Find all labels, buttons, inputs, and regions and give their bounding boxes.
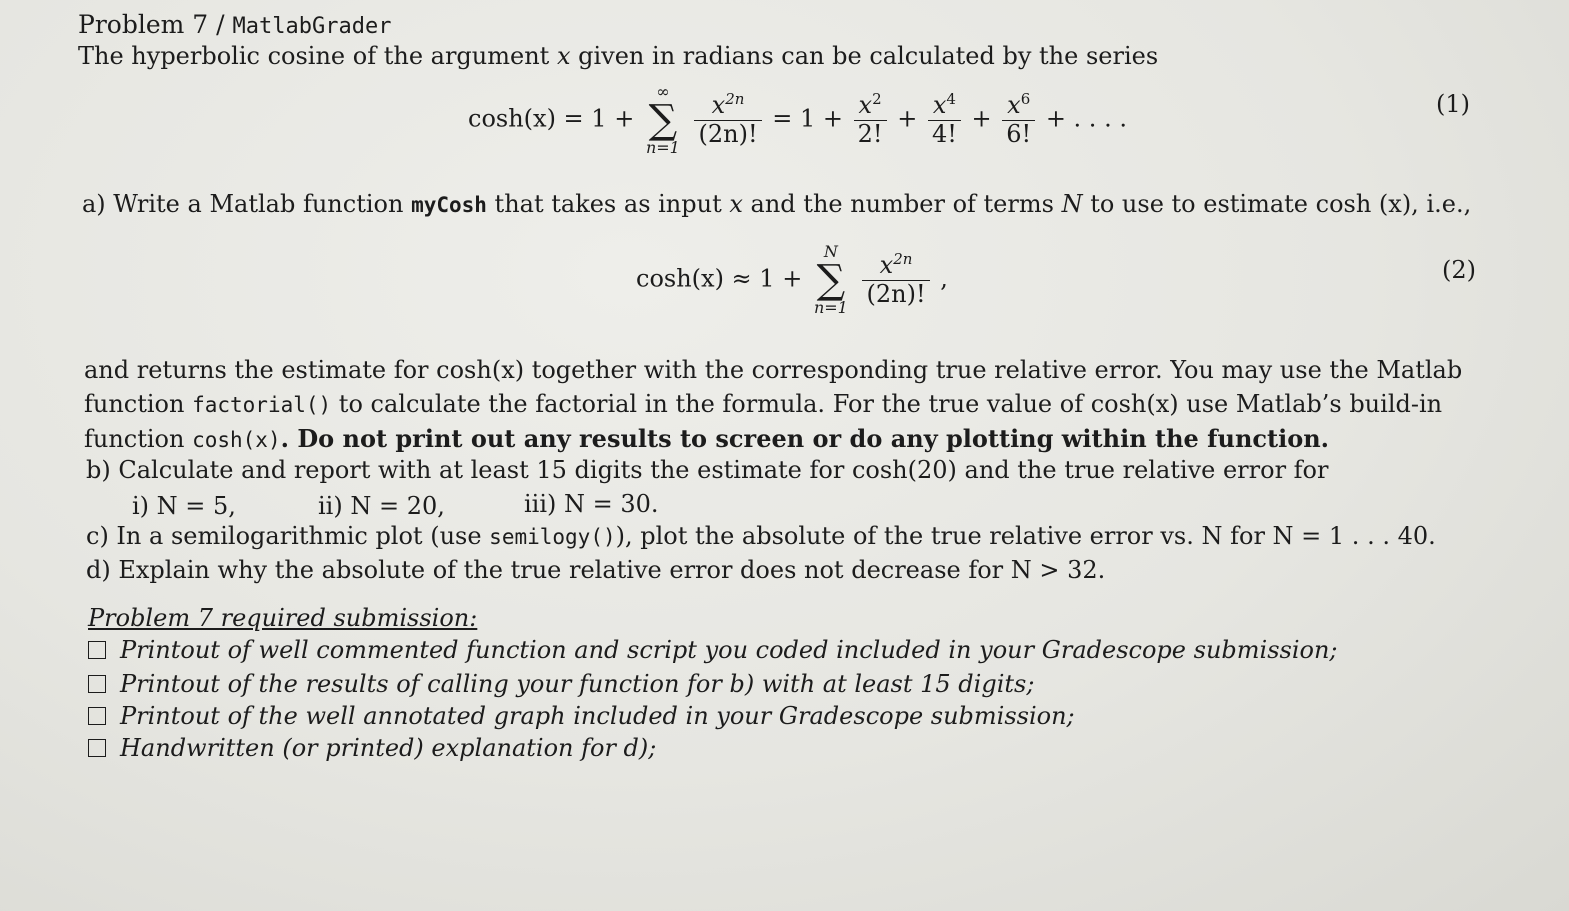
- part-a-text: a) Write a Matlab function myCosh that takes as input x and the number of terms N to use to estimate cosh (x), i.e.,: [82, 190, 1472, 218]
- part-b-case-ii: ii) N = 20,: [318, 492, 445, 520]
- submission-item: Printout of the well annotated graph included in your Gradescope submission;: [88, 702, 1075, 730]
- checkbox[interactable]: [88, 641, 106, 659]
- function-name: myCosh: [411, 193, 487, 217]
- part-b-case-iii: iii) N = 30.: [524, 490, 659, 518]
- submission-heading: Problem 7 required submission:: [88, 604, 478, 632]
- part-c-text: c) In a semilogarithmic plot (use semilogy()), plot the absolute of the true relative error vs. N for N = 1 . . . 40.: [86, 522, 1436, 550]
- checkbox[interactable]: [88, 675, 106, 693]
- description-line-3: function cosh(x). Do not print out any results to screen or do any plotting within the function.: [84, 424, 1330, 453]
- part-b-case-i: i) N = 5,: [132, 492, 236, 520]
- part-d-text: d) Explain why the absolute of the true relative error does not decrease for N > 32.: [86, 556, 1106, 584]
- submission-item: Printout of the results of calling your function for b) with at least 15 digits;: [88, 670, 1034, 698]
- grader-name: MatlabGrader: [232, 14, 392, 39]
- description-line-2: function factorial() to calculate the factorial in the formula. For the true value of cosh(x) use Matlab’s build-in: [84, 390, 1443, 418]
- part-b-text: b) Calculate and report with at least 15 digits the estimate for cosh(20) and the true relative error for: [86, 456, 1329, 484]
- series-term-fraction: $\frac{x^{2n}}{(2n)!}$: [862, 251, 929, 308]
- equation-1-number: (1): [1436, 90, 1470, 118]
- summation-symbol: N ∑ n=1: [813, 242, 848, 317]
- series-term-fraction: $\frac{x^{2n}}{(2n)!}$: [694, 91, 761, 148]
- summation-symbol: ∞ ∑ n=1: [645, 82, 680, 157]
- checkbox[interactable]: [88, 739, 106, 757]
- checkbox[interactable]: [88, 707, 106, 725]
- description-line-1: and returns the estimate for cosh(x) together with the corresponding true relative error. You may use the Matlab: [84, 356, 1463, 384]
- intro-text: The hyperbolic cosine of the argument x given in radians can be calculated by the series: [78, 42, 1159, 70]
- problem-title: Problem 7: [78, 10, 209, 39]
- problem-header: Problem 7 / MatlabGrader: [78, 10, 392, 39]
- equation-1: cosh(x) = 1 + ∞ ∑ n=1 $\frac{x^{2n}}{(2n)!}$ = 1 + $\frac{x^2}{2!}$ + $\frac{x^4}{4!}$ + $\frac{x^6}{6!}$ + . . . .: [468, 82, 1127, 157]
- submission-item: Handwritten (or printed) explanation for d);: [88, 734, 656, 762]
- submission-item: Printout of well commented function and script you coded included in your Gradescope submission;: [88, 636, 1338, 664]
- equation-2: cosh(x) ≈ 1 + N ∑ n=1 $\frac{x^{2n}}{(2n)!}$ ,: [636, 242, 948, 317]
- equation-2-number: (2): [1442, 256, 1476, 284]
